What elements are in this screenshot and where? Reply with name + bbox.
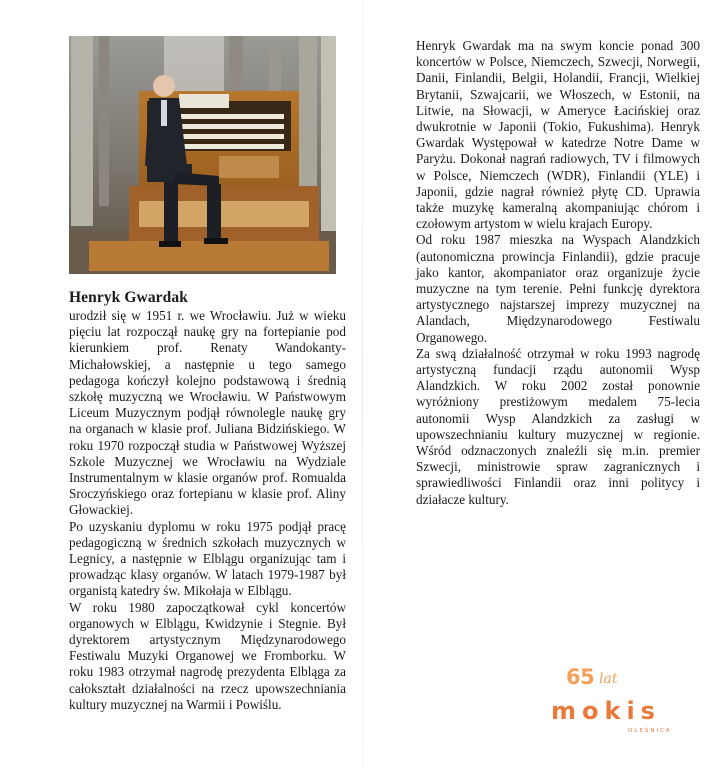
biography-left-column (69, 308, 346, 713)
organist-photo (69, 36, 336, 274)
mokis-anniversary-logo (546, 665, 706, 745)
page-fold (362, 0, 363, 768)
bio-paragraph: Henryk Gwardak ma na swym koncie ponad 300 koncertów w Polsce, Niemczech, Szwecji, Norwegii, Danii, Finlandii, Belgii, Holandii, Francji, Wielkiej Brytanii, Szwajcarii, we Włoszech, w Estonii, na Litwie, na Słowacji, w Ameryce Łacińskiej oraz dwukrotnie w Japonii (Tokio, Fukushima). Henryk Gwardak Występował w katedrze Notre Dame w Paryżu. Dokonał nagrań radiowych, TV i filmowych w Polsce, Niemczech (WDR), Finlandii (YLE) i Japonii, gdzie nagrał również płytę CD. Uprawia także muzykę kameralną akompaniując chórom i czołowym artystom w wielu krajach Europy. (416, 38, 700, 232)
logo-years-suffix: lat (599, 671, 618, 687)
portrait-name-heading: Henryk Gwardak (69, 289, 188, 306)
logo-subtitle: OLEŚNICA (628, 728, 672, 734)
bio-paragraph: Od roku 1987 mieszka na Wyspach Alandzkich (autonomiczna prowincja Finlandii), gdzie pracuje jako kantor, akompaniator oraz organizuje życie muzyczne na tym terenie. Pełni funkcję dyrektora artystycznego najstarszej imprezy muzycznej na Alandach, Międzynarodowego Festiwalu Organowego. (416, 232, 700, 345)
logo-years: 65 (566, 665, 595, 689)
bio-paragraph: urodził się w 1951 r. we Wrocławiu. Już w wieku pięciu lat rozpoczął naukę gry na fortepianie pod kierunkiem prof. Renaty Wandokanty-Michałowskiej, a następnie u tego samego pedagoga kończył kolejno podstawową i średnią szkołę muzyczną we Wrocławiu. W Państwowym Liceum Muzycznym podjął równolegle naukę gry na organach w klasie prof. Juliana Bidzińskiego. W roku 1970 rozpoczął studia w Państwowej Wyższej Szkole Muzycznej we Wrocławiu na Wydziale Instrumentalnym w klasie organów prof. Romualda Sroczyńskiego oraz fortepianu w klasie prof. Aliny Głowackiej. (69, 308, 346, 518)
logo-wordmark: mokis (551, 697, 661, 725)
bio-paragraph: Za swą działalność otrzymał w roku 1993 nagrodę artystyczną fundacji rządu autonomii Wysp Alandzkich. W roku 2002 został ponownie wyróżniony prestiżowym medalem 75-lecia autonomii Wysp Alandzkich za zasługi w upowszechnianiu kultury muzycznej w regionie. Wśród odznaczonych znaleźli się m.in. premier Szwecji, ministrowie spraw zagranicznych i sprawiedliwości Finlandii oraz inni politycy i działacze kultury. (416, 345, 700, 507)
bio-paragraph: W roku 1980 zapoczątkował cykl koncertów organowych w Elblągu, Kwidzynie i Stegnie. Był dyrektorem artystycznym Międzynarodowego Festiwalu Muzyki Organowej we Fromborku. W roku 1983 otrzymał nagrodę prezydenta Elbląga za całokształt działalności na rzecz upowszechniania kultury muzycznej na Warmii i Powiślu. (69, 599, 346, 712)
biography-right-column (416, 38, 700, 508)
bio-paragraph: Po uzyskaniu dyplomu w roku 1975 podjął pracę pedagogiczną w średnich szkołach muzycznych w Legnicy, a następnie w Elblągu organizując tam i prowadząc klasy organów. W latach 1979-1987 był organistą katedry św. Mikołaja w Elblągu. (69, 518, 346, 599)
